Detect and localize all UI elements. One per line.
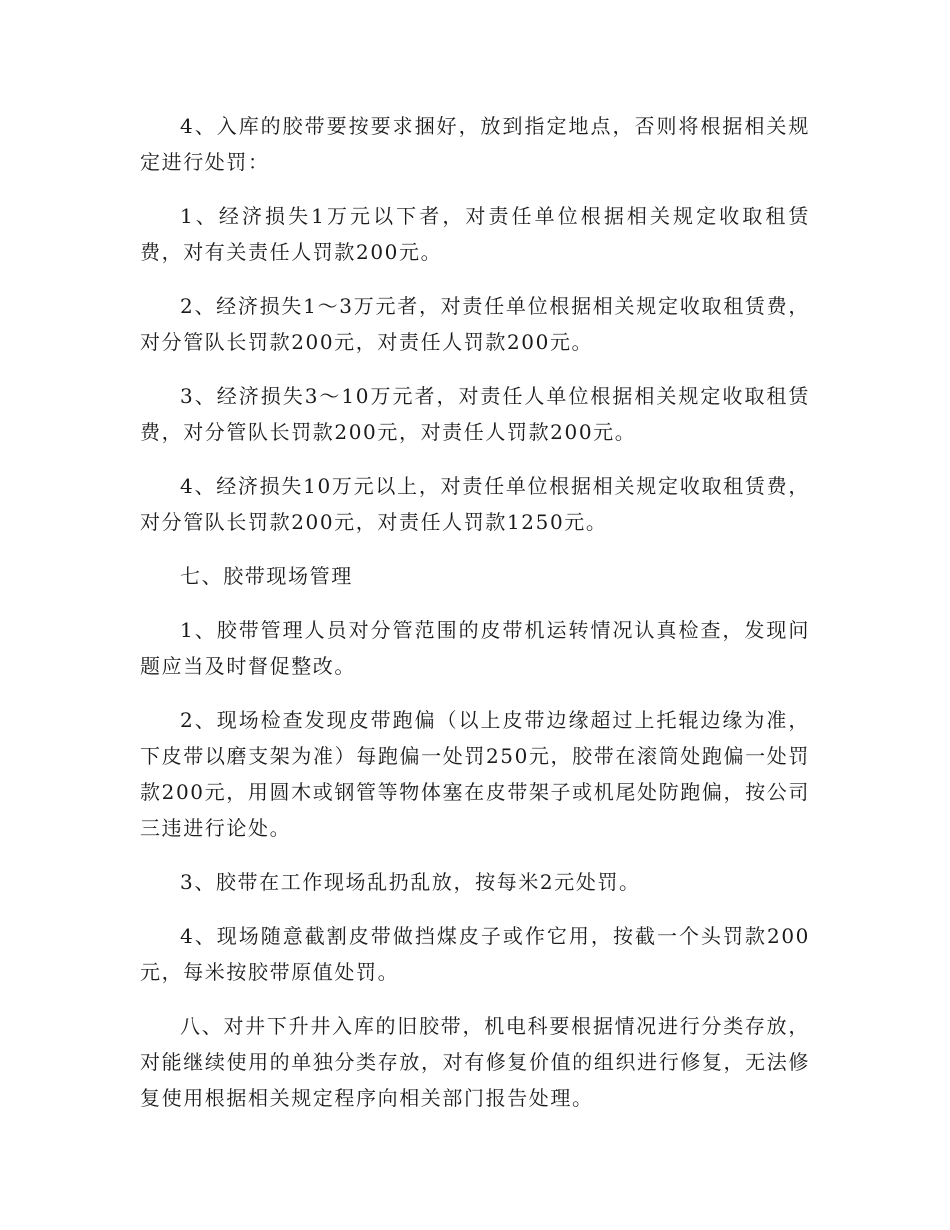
- paragraph-loss-3-10w: 3、经济损失3～10万元者，对责任人单位根据相关规定收取租赁费，对分管队长罚款200元，对责任人罚款200元。: [140, 384, 810, 444]
- paragraph-loss-1-3w: 2、经济损失1～3万元者，对责任单位根据相关规定收取租赁费，对分管队长罚款200元，对责任人罚款200元。: [140, 294, 810, 354]
- section-heading-site-management: 七、胶带现场管理: [180, 564, 353, 588]
- paragraph-inspection: 1、胶带管理人员对分管范围的皮带机运转情况认真检查，发现问题应当及时督促整改。: [140, 618, 810, 678]
- paragraph-littering: 3、胶带在工作现场乱扔乱放，按每米2元处罚。: [180, 870, 641, 894]
- paragraph-loss-over-10w: 4、经济损失10万元以上，对责任单位根据相关规定收取租赁费，对分管队长罚款200元，对责任人罚款1250元。: [140, 474, 810, 534]
- paragraph-belt-deviation: 2、现场检查发现皮带跑偏（以上皮带边缘超过上托辊边缘为准，下皮带以磨支架为准）每跑偏一处罚250元，胶带在滚筒处跑偏一处罚款200元，用圆木或钢管等物体塞在皮带架子或机尾处防跑偏，按公司三违进行论处。: [140, 708, 810, 840]
- document-body: [140, 108, 810, 1134]
- paragraph-loss-under-1w: 1、经济损失1万元以下者，对责任单位根据相关规定收取租赁费，对有关责任人罚款200元。: [140, 204, 810, 264]
- paragraph-cutting: 4、现场随意截割皮带做挡煤皮子或作它用，按截一个头罚款200元，每米按胶带原值处罚。: [140, 924, 810, 984]
- paragraph-old-belt-handling: 八、对井下升井入库的旧胶带，机电科要根据情况进行分类存放，对能继续使用的单独分类存放，对有修复价值的组织进行修复，无法修复使用根据相关规定程序向相关部门报告处理。: [140, 1014, 810, 1110]
- paragraph-storage-rule: 4、入库的胶带要按要求捆好，放到指定地点，否则将根据相关规定进行处罚：: [140, 114, 810, 174]
